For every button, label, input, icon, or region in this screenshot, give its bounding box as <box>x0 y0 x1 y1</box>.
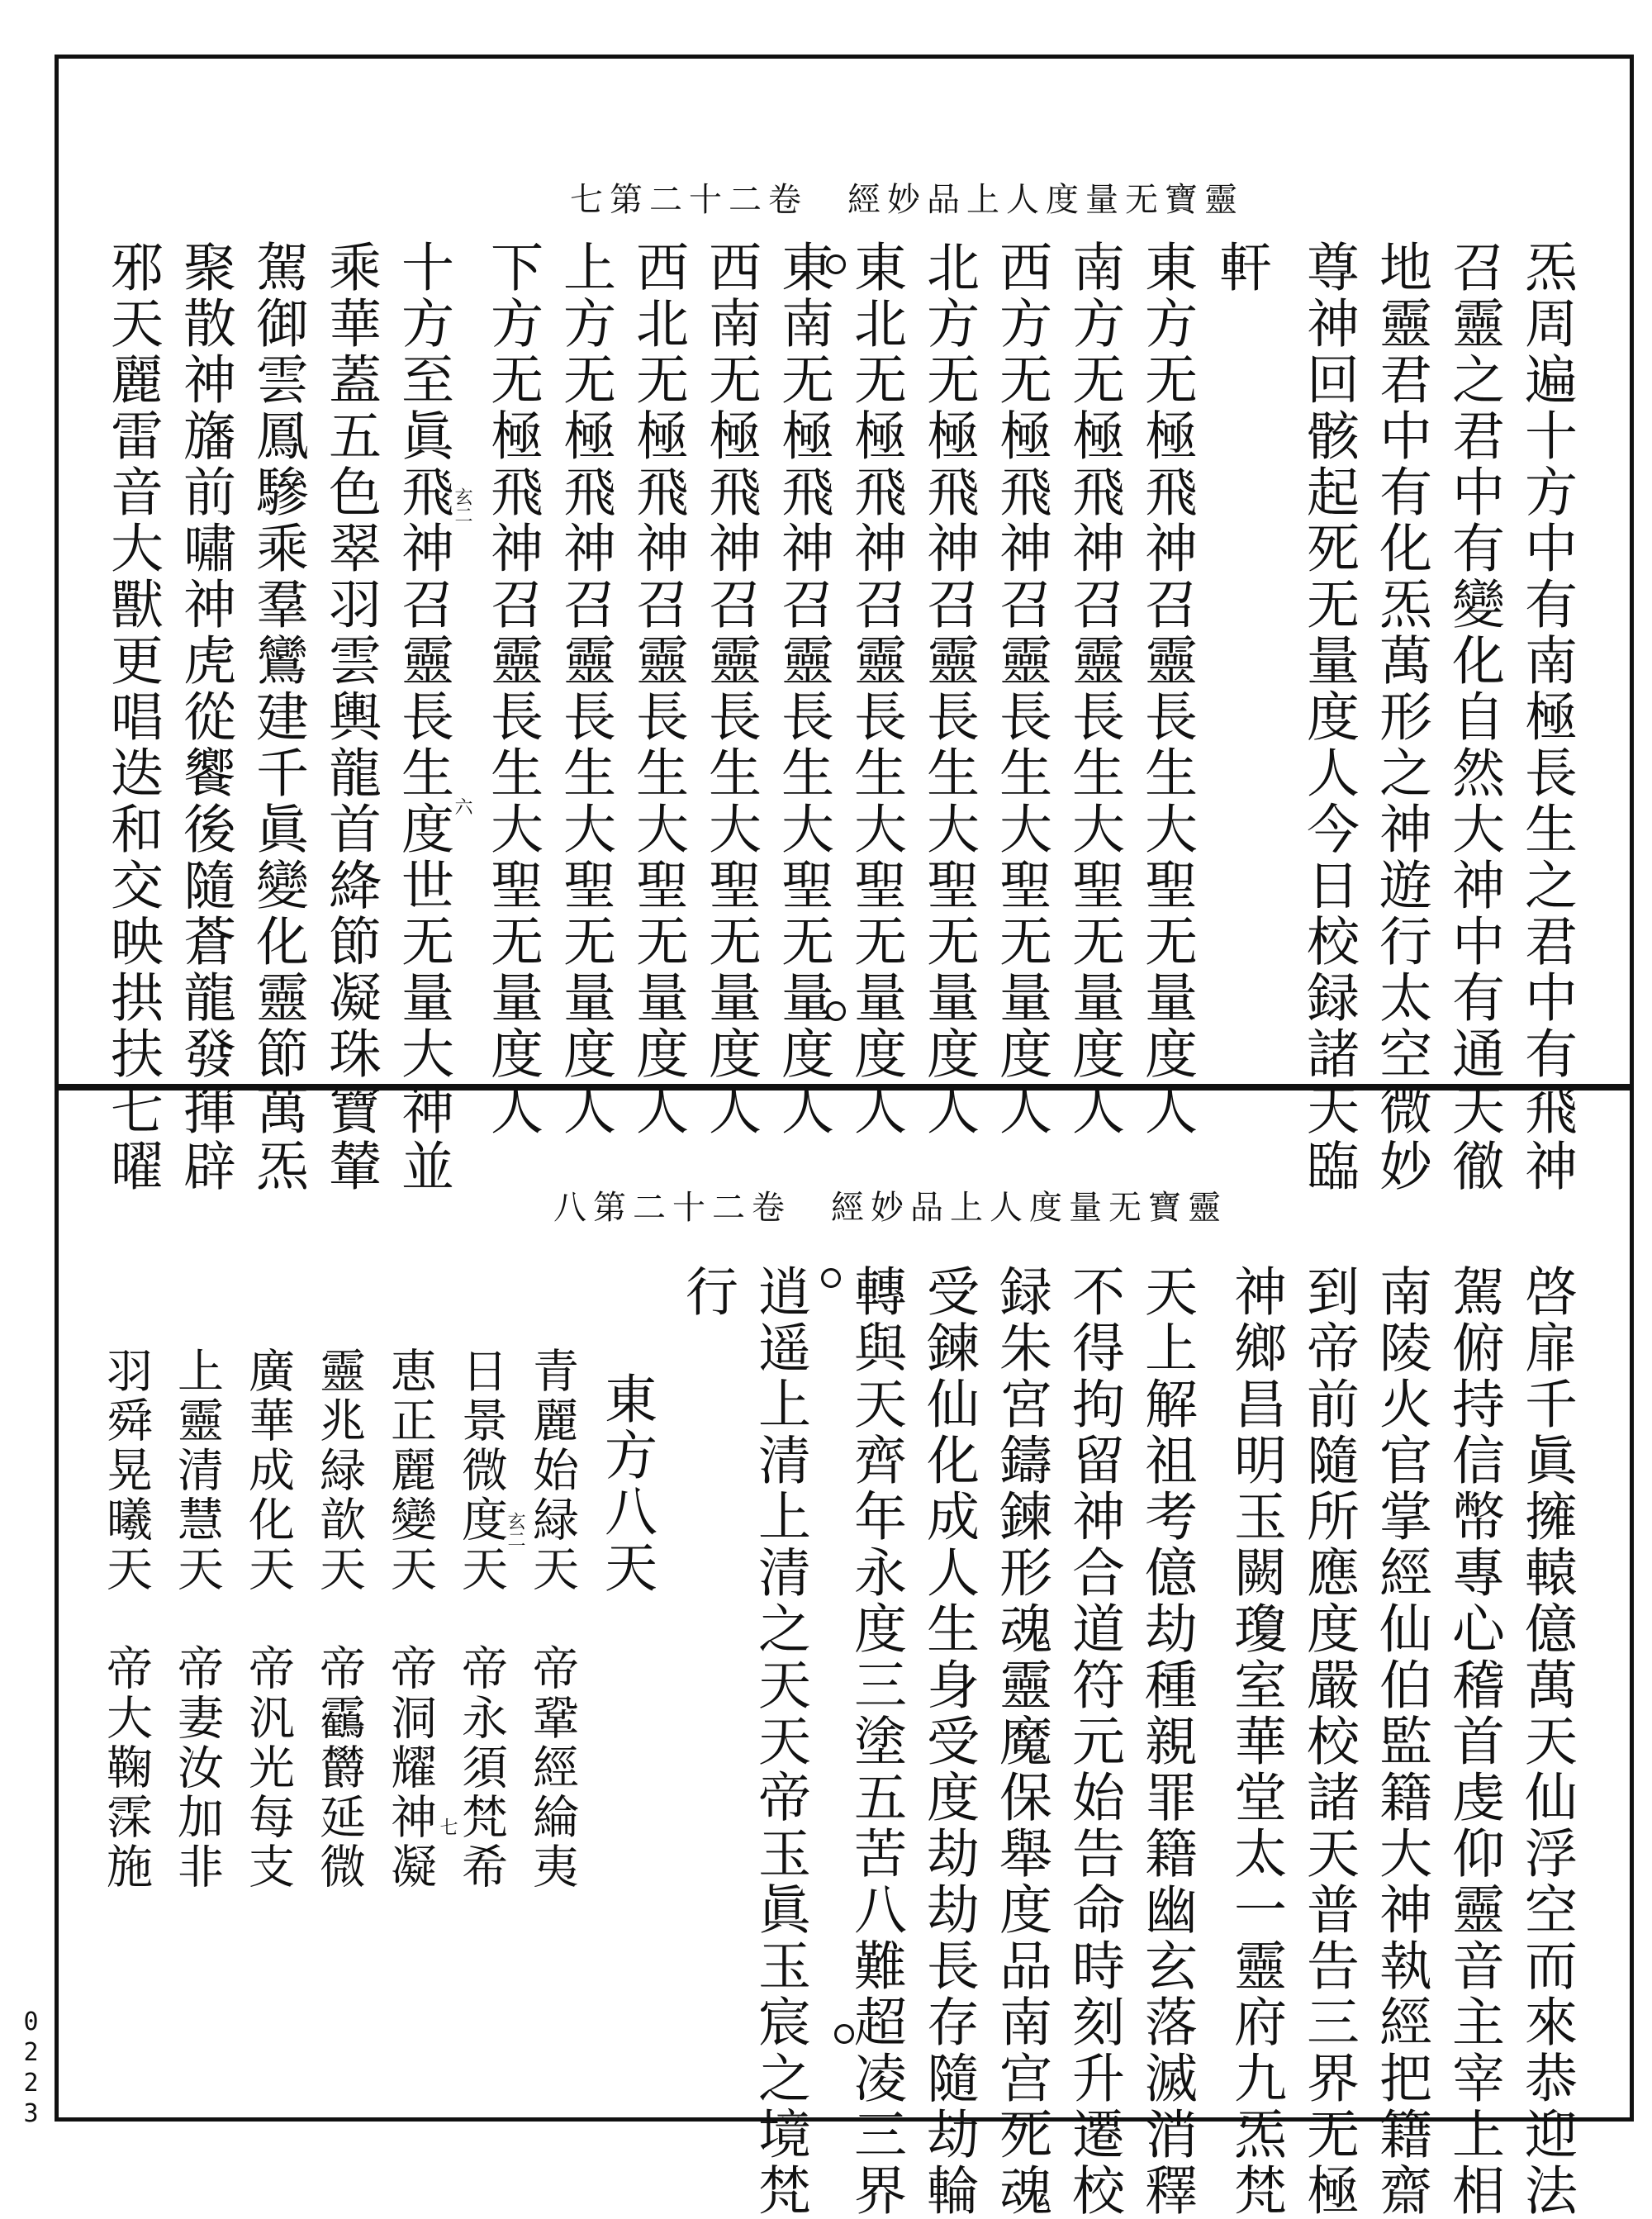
top-col-14: 上方无極飛神召靈長生大聖无量度人 <box>554 240 615 1138</box>
top-col-16: 十方至眞飛神召靈長生度世无量大神並 <box>392 240 453 1195</box>
top-col-5: 軒 <box>1210 240 1271 296</box>
heaven-name-2: 日景微度天 <box>454 1347 508 1594</box>
bottom-col-5: 神鄉昌明玉闕瓊室華堂太一靈府九炁梵 <box>1225 1264 1286 2219</box>
bottom-col-3: 南陵火官掌經仙伯監籍大神執經把籍齋 <box>1370 1264 1431 2219</box>
top-mark-1: 玄二 <box>452 487 472 524</box>
top-circle-2 <box>826 1001 846 1021</box>
bottom-col-7: 不得拘留神合道符元始告命時刻升遷校 <box>1063 1264 1124 2219</box>
top-col-1: 炁周遍十方中有南極長生之君中有飛神 <box>1516 240 1577 1195</box>
top-col-7: 南方无極飛神召靈長生大聖无量度人 <box>1063 240 1124 1138</box>
heaven-section-title: 東方八天 <box>596 1371 657 1596</box>
heaven-emperor-6: 帝妻汝加非 <box>170 1644 224 1892</box>
bottom-col-12: 行 <box>676 1264 738 1320</box>
top-col-10: 東北无極飛神召靈長生大聖无量度人 <box>845 240 906 1138</box>
bottom-col-8: 録朱宮鑄鍊形魂靈魔保舉度品南宫死魂 <box>990 1264 1051 2219</box>
top-mark-2: 六 <box>452 797 472 815</box>
top-col-11: 東南无極飛神召靈長生大聖无量度人 <box>772 240 833 1138</box>
top-col-19: 聚散神旛前嘯神虎從饗後隨蒼龍發揮辟 <box>174 240 235 1195</box>
page-number: 0223 <box>17 2008 45 2130</box>
bottom-col-10: 轉與天齊年永度三塗五苦八難超凌三界 <box>845 1264 906 2219</box>
heaven-emperor-4: 帝靏欝延微 <box>312 1644 366 1892</box>
bottom-col-2: 駕俯持信幣專心稽首虔仰靈音主宰上相 <box>1443 1264 1504 2219</box>
heaven-emperor-7: 帝大鞠霂施 <box>99 1644 153 1892</box>
top-col-12: 西南无極飛神召靈長生大聖无量度人 <box>700 240 761 1138</box>
bottom-col-11: 逍遥上清上清之天天帝玉眞玉宸之境梵 <box>749 1264 810 2219</box>
top-col-15: 下方无極飛神召靈長生大聖无量度人 <box>482 240 543 1138</box>
top-circle-1 <box>826 254 846 274</box>
top-col-9: 北方无極飛神召靈長生大聖无量度人 <box>918 240 979 1138</box>
bottom-col-6: 天上解祖考億劫種親罪籍幽玄落滅消釋 <box>1136 1264 1197 2219</box>
heaven-name-5: 廣華成化天 <box>241 1347 295 1594</box>
top-col-8: 西方无極飛神召靈長生大聖无量度人 <box>990 240 1051 1138</box>
bottom-circle-2 <box>834 2024 854 2044</box>
bottom-mark-1: 玄二 <box>505 1512 525 1548</box>
bottom-header: 靈寶无量度人上品妙經 卷二十二第八 <box>553 1189 1227 1227</box>
top-header: 靈寶无量度人上品妙經 卷二十二第七 <box>570 181 1244 219</box>
heaven-emperor-2: 帝永須梵希 <box>454 1644 508 1892</box>
heaven-name-1: 青麗始緑天 <box>525 1347 579 1594</box>
heaven-emperor-3: 帝洞耀神凝 <box>383 1644 437 1892</box>
heaven-name-4: 靈兆緑歆天 <box>312 1347 366 1594</box>
top-col-3: 地靈君中有化炁萬形之神遊行太空微妙 <box>1370 240 1431 1195</box>
top-col-6: 東方无極飛神召靈長生大聖无量度人 <box>1136 240 1197 1138</box>
top-col-13: 西北无極飛神召靈長生大聖无量度人 <box>627 240 688 1138</box>
top-col-4: 尊神回骸起死无量度人今日校録諸天臨 <box>1298 240 1359 1195</box>
top-col-20: 邪天麗雷音大獸更唱迭和交映拱扶七曜 <box>102 240 163 1195</box>
heaven-name-7: 羽舜晃曦天 <box>99 1347 153 1594</box>
top-col-2: 召靈之君中有變化自然大神中有通天徹 <box>1443 240 1504 1195</box>
top-col-18: 駕御雲鳳驂乘羣鸞建千眞變化靈節萬炁 <box>247 240 308 1195</box>
heaven-name-6: 上靈清慧天 <box>170 1347 224 1594</box>
bottom-col-4: 到帝前隨所應度嚴校諸天普告三界无極 <box>1298 1264 1359 2219</box>
heaven-emperor-1: 帝鞏經綸夷 <box>525 1644 579 1892</box>
heaven-name-3: 恵正麗變天 <box>383 1347 437 1594</box>
bottom-col-1: 啓扉千眞擁轅億萬天仙浮空而來恭迎法 <box>1516 1264 1577 2219</box>
bottom-circle-1 <box>821 1268 841 1288</box>
heaven-emperor-5: 帝汎光每支 <box>241 1644 295 1892</box>
top-col-17: 乘華蓋五色翠羽雲輿龍首絳節凝珠寶輦 <box>320 240 381 1195</box>
bottom-col-9: 受鍊仙化成人生身受度劫劫長存隨劫輪 <box>918 1264 979 2219</box>
bottom-mark-2: 七 <box>437 1817 458 1836</box>
